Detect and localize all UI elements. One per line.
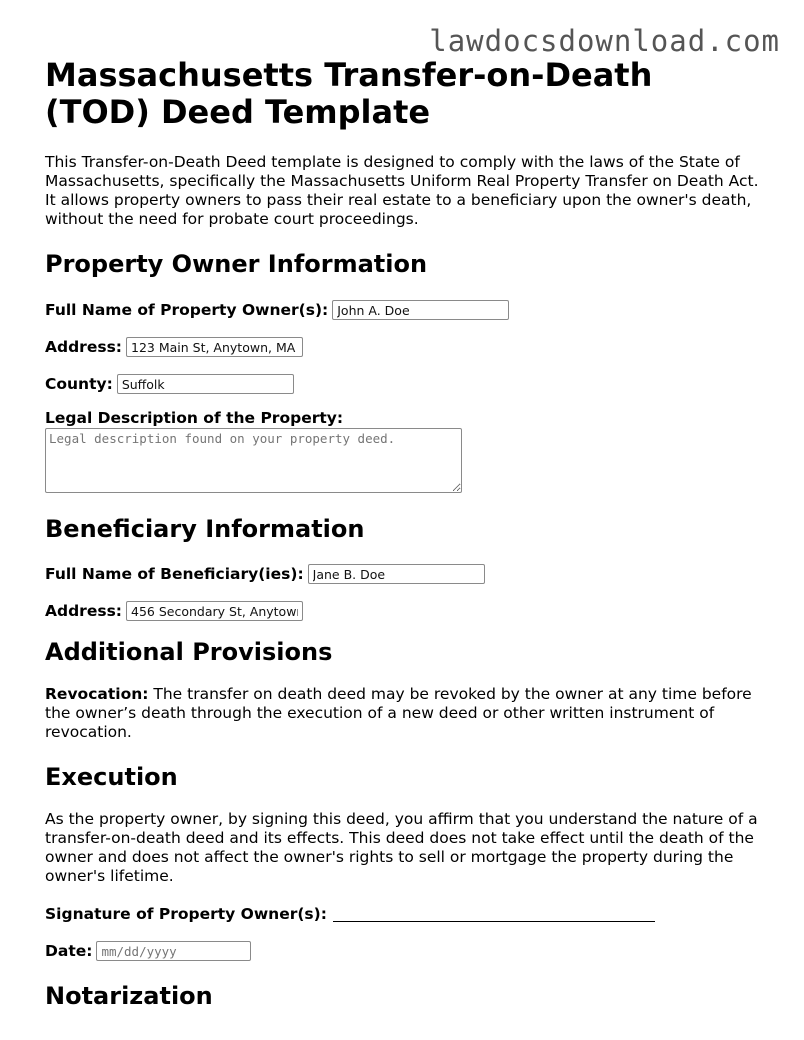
signature-line[interactable] xyxy=(333,907,655,922)
provisions-section-heading: Additional Provisions xyxy=(45,638,333,666)
beneficiary-name-label: Full Name of Beneficiary(ies): xyxy=(45,565,304,583)
revocation-text: The transfer on death deed may be revoked by the owner at any time before the owner’s death through the execution of a new deed or other written instrument of revocation. xyxy=(45,685,752,741)
county-field xyxy=(45,373,761,395)
execution-section-heading: Execution xyxy=(45,763,178,791)
owner-name-field xyxy=(45,299,761,321)
owner-name-input[interactable] xyxy=(332,300,509,320)
beneficiary-address-label: Address: xyxy=(45,602,122,620)
beneficiary-section-heading: Beneficiary Information xyxy=(45,515,365,543)
date-input[interactable] xyxy=(96,941,251,961)
page-title: Massachusetts Transfer-on-Death (TOD) Deed Template xyxy=(45,56,653,131)
revocation-paragraph xyxy=(45,685,761,742)
execution-paragraph: As the property owner, by signing this deed, you affirm that you understand the nature of a transfer-on-death deed and its effects. This deed does not take effect until the death of the owner and does not affect the owner's rights to sell or mortgage the property during the owner's lifetime. xyxy=(45,810,758,885)
owner-name-label: Full Name of Property Owner(s): xyxy=(45,301,329,319)
document-page xyxy=(45,57,761,1010)
beneficiary-address-field xyxy=(45,600,761,622)
owner-address-input[interactable] xyxy=(126,337,303,357)
owner-address-field xyxy=(45,336,761,358)
beneficiary-address-input[interactable] xyxy=(126,601,303,621)
owner-address-label: Address: xyxy=(45,338,122,356)
county-input[interactable] xyxy=(117,374,294,394)
date-label: Date: xyxy=(45,942,93,960)
county-label: County: xyxy=(45,375,113,393)
signature-label: Signature of Property Owner(s): xyxy=(45,905,327,923)
notarization-section-heading: Notarization xyxy=(45,982,213,1010)
legal-description-textarea[interactable] xyxy=(45,428,462,493)
watermark: lawdocsdownload.com xyxy=(429,24,780,58)
date-field xyxy=(45,940,761,962)
signature-field xyxy=(45,903,761,925)
legal-description-label: Legal Description of the Property: xyxy=(45,409,344,427)
beneficiary-name-input[interactable] xyxy=(308,564,485,584)
intro-paragraph: This Transfer-on-Death Deed template is designed to comply with the laws of the State of Massachusetts, specifically the Massachusetts Uniform Real Property Transfer on Death Act. It allows property owners to pass their real estate to a beneficiary upon the owner's death, without the need for probate court proceedings. xyxy=(45,153,759,228)
owner-section-heading: Property Owner Information xyxy=(45,250,428,278)
revocation-label: Revocation: xyxy=(45,685,149,703)
beneficiary-name-field xyxy=(45,563,761,585)
